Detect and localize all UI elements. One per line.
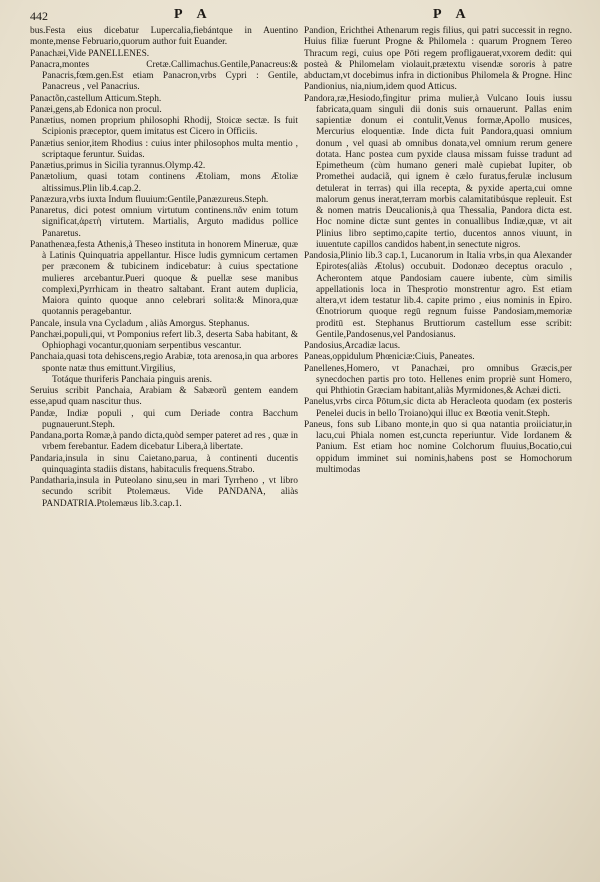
- dictionary-entry: Panæzura,vrbs iuxta Indum fluuium:Gentile,Panæzureus.Steph.: [30, 194, 269, 205]
- dictionary-entry: Panætius,primus in Sicilia tyrannus.Olymp.42.: [30, 161, 206, 171]
- dictionary-entry: Panathenæa,festa Athenis,à Theseo instituta in honorem Mineruæ, quæ à Latinis Quinquatria appellantur. Hisce ludis gymnicum certamen per præconem & tubicinem indicebatur: à cuius spectatione mulieres arcebantur.Pueri quoque & puellæ sese manibus complexi,Pyrrhicam in theatro saltabant. Erant autem duplicia, Maiora quinto quoque anno celebrari solita:& Minora,quæ quotannis peragebantur.: [30, 239, 298, 318]
- right-column-heading: P A: [433, 7, 472, 22]
- dictionary-entry: Pancale, insula vna Cycladum , aliàs Amorgus. Stephanus.: [30, 318, 250, 329]
- dictionary-entry: Pandosius,Arcadiæ lacus.: [304, 341, 401, 351]
- dictionary-entry: Panchæi,populi,qui, vt Pomponius refert lib.3, deserta Saba habitant, & Ophiophagi vocantur,quoniam serpentibus vescantur.: [30, 329, 298, 351]
- dictionary-entry: Seruius scribit Panchaia, Arabiam & Sabæorũ gentem eandem esse,apud quam nascitur thus.: [30, 386, 298, 408]
- dictionary-entry: Pandæ, Indiæ populi , qui cum Deriade contra Bacchum pugnauerunt.Steph.: [30, 408, 298, 430]
- dictionary-entry: Pandatharia,insula in Puteolano sinu,seu in mari Tyrrheno , vt libro secundo scribit Ptolemæus. Vide PANDANA, aliàs PANDATRIA.Ptolemæus lib.3.cap.1.: [30, 476, 298, 509]
- dictionary-entry: Panætius, nomen proprium philosophi Rhodij, Stoicæ sectæ. Is fuit Scipionis præceptor, quem imitatus est Cicero in Officiis.: [30, 116, 298, 138]
- dictionary-entry: Panacra,montes Cretæ.Callimachus.Gentile,Panacreus:& Panacris,fœm.gen.Est etiam Panacron,vrbs Cypri : Gentile, Panacreus , vel Panacrius.: [30, 59, 298, 93]
- dictionary-entry: Paneas,oppidulum Phœniciæ:Ciuis, Paneates.: [304, 352, 475, 363]
- left-text-column: [30, 26, 298, 510]
- page-number: 442: [30, 9, 48, 23]
- dictionary-entry: Pandora,ræ,Hesiodo,fingitur prima mulier,à Vulcano Iouis iussu fabricata,quam singuli dii donis suis ornauerunt. Pallas enim sapientiæ donum ei contulit,Venus formæ,Apollo musices, Mercurius eloquentiæ. Inde dicta fuit Pandora,quasi omnium donum , vel quasi ab omnibus donata,vel omnium rerum genere dotata. Hanc postea cum pyxide clausa missam fuisse tradunt ad Epimetheum (cùm humano generi malè cupiebat Iupiter, ob Promethei audaciã, qui ignem è cælo furatus,ferulæ inclusum detulerat in terras) qui illa recepta, & pyxide aperta,cui omne malorum genus inerat,terram morbis calamitatibúsque repleuit. Est & nomen matris Deucalionis,à qua Thessalia, Pandora dicta est. Hoc nomine dictæ sunt gentes in conuallibus Indiæ,quæ, vt ait Plinius libro septimo,capite tertio, ducentos annos viuunt, in iuuentute capillos candidos habent,in senectute nigros.: [304, 93, 572, 250]
- dictionary-entry: Panæi,gens,ab Edonica non procul.: [30, 104, 162, 115]
- right-text-column: [304, 26, 572, 476]
- dictionary-entry: Pandion, Erichthei Athenarum regis filius, qui patri successit in regno. Huius filiæ fuerunt Progne & Philomela : quarum Prognem Tereo Thracum regi, cuius ope Pōti regem profligauerat,vxorem dedit: qui posteà & Philomelam violauit,prætextu visendæ sororis à patre abductam,vt docebimus infra in dictionibus Philomela & Progne. Hinc Pandionius, nia,nium,idem quod Atticus.: [304, 26, 572, 93]
- left-column-heading: P A: [174, 7, 213, 22]
- dictionary-entry: Pandaria,insula in sinu Caietano,parua, à continenti ducentis quinquaginta stadiis distans, habitaculis frequens.Strabo.: [30, 453, 298, 475]
- dictionary-entry: Panactõn,castellum Atticum.Steph.: [30, 93, 162, 104]
- dictionary-entry: Panachæi,Vide PANELLENES.: [30, 48, 150, 59]
- dictionary-entry: Pandana,porta Romæ,à pando dicta,quòd semper pateret ad res , quæ in vrbem ferebantur. Eadem dicebatur Libera,à libertate.: [30, 431, 298, 453]
- dictionary-entry: Panætolium, quasi totam continens Ætoliam, mons Ætoliæ altissimus.Plin lib.4.cap.2.: [30, 172, 298, 194]
- dictionary-entry: Panaretus, dici potest omnium virtutum continens.πᾶν enim totum significat,ἀρετὴ virtutem. Martialis, Arguto madidus pollice Panaretus.: [30, 206, 298, 239]
- dictionary-entry: Totáque thuriferis Panchaia pinguis arenis.: [52, 374, 212, 385]
- running-header: [0, 7, 600, 27]
- dictionary-entry: Panellenes,Homero, vt Panachæi, pro omnibus Græcis,per synecdochen partis pro toto. Hellenes enim propriè sunt Homero, qui Phthiotin Græciam habitant,aliàs Myrmidones,& Achæi dicti.: [304, 363, 572, 396]
- dictionary-entry: Panchaia,quasi tota dehiscens,regio Arabiæ, tota arenosa,in qua arbores sponte natæ thus emittunt.Virgilius,: [30, 352, 298, 374]
- dictionary-entry: Panelus,vrbs circa Pōtum,sic dicta ab Heracleota quodam (ex posteris Penelei ducis in bello Troiano)qui illuc ex Bœotia venit.Steph.: [304, 397, 572, 419]
- dictionary-entry: Pandosia,Plinio lib.3 cap.1, Lucanorum in Italia vrbs,in qua Alexander Epirotes(aliàs Ætolus) occubuit. Dodonæo deceptus oraculo , Acherontem atque Pandosiam cauere iubente, cùm similis appellationis loca in Thesprotio monstrentur agro. Est etiam altera,vt idem testatur lib.4. capite primo , eius nominis in Epiro. Œnotriorum quoque regū regnum fuisse Pandosiam,memoriæ proditū est. Stephanus Bruttiorum castellum esse scribit: Gentile,Pandosenus,vel Pandosianus.: [304, 251, 572, 340]
- dictionary-entry: Paneus, fons sub Libano monte,in quo si qua natantia proiiciatur,in lacu,cui Phiala nomen est,cuncta reperiuntur. Vide Iordanem & Panium. Est etiam hoc nomine Colchorum fluuius,Bocatio,cui oppidum imminet sui nominis,habens post se Homochorum multimodas: [304, 419, 572, 475]
- dictionary-entry: Panætius senior,item Rhodius : cuius inter philosophos multa mentio , scriptaque feruntur. Suidas.: [30, 138, 298, 160]
- dictionary-entry: bus.Festa eius dicebatur Lupercalia,fiebántque in Auentino monte,mense Februario,quorum author fuit Euander.: [30, 26, 298, 48]
